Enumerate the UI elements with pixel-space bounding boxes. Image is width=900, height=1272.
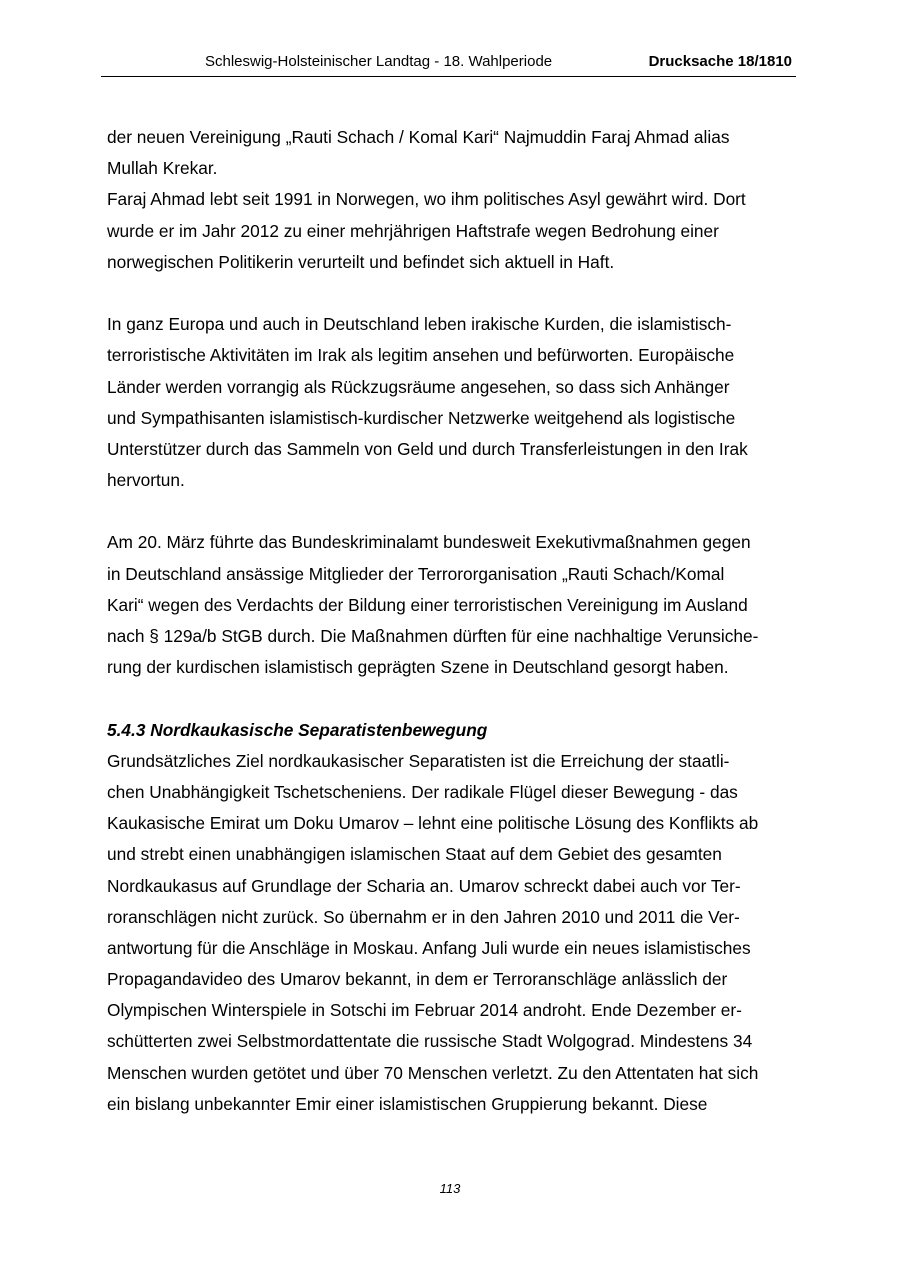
paragraph-4: [107, 746, 797, 1120]
text-line: Propagandavideo des Umarov bekannt, in dem er Terroranschläge anlässlich der: [107, 969, 728, 990]
paragraph-2: [107, 309, 797, 496]
text-line: terroristische Aktivitäten im Irak als legitim ansehen und befürworten. Europäische: [107, 345, 735, 366]
paragraph-spacer: [107, 683, 797, 714]
text-line: Olympischen Winterspiele in Sotschi im Februar 2014 androht. Ende Dezember er-: [107, 1000, 742, 1021]
page-header: [101, 50, 796, 77]
text-line: Kaukasische Emirat um Doku Umarov – lehnt eine politische Lösung des Konflikts ab: [107, 813, 759, 834]
text-line: rung der kurdischen islamistisch geprägten Szene in Deutschland gesorgt haben.: [107, 657, 729, 678]
paragraph-spacer: [107, 278, 797, 309]
section-heading: 5.4.3 Nordkaukasische Separatistenbewegung: [107, 719, 488, 740]
text-line: Mullah Krekar.: [107, 158, 218, 179]
text-line: wurde er im Jahr 2012 zu einer mehrjährigen Haftstrafe wegen Bedrohung einer: [107, 220, 719, 241]
paragraph-3: [107, 527, 797, 683]
text-line: chen Unabhängigkeit Tschetscheniens. Der radikale Flügel dieser Bewegung - das: [107, 781, 738, 802]
text-line: antwortung für die Anschläge in Moskau. Anfang Juli wurde ein neues islamistisches: [107, 937, 751, 958]
text-line: Kari“ wegen des Verdachts der Bildung einer terroristischen Vereinigung im Ausland: [107, 594, 748, 615]
text-line: in Deutschland ansässige Mitglieder der Terrororganisation „Rauti Schach/Komal: [107, 563, 725, 584]
text-line: Am 20. März führte das Bundeskriminalamt bundesweit Exekutivmaßnahmen gegen: [107, 532, 751, 553]
text-line: und Sympathisanten islamistisch-kurdischer Netzwerke weitgehend als logistische: [107, 407, 736, 428]
text-line: nach § 129a/b StGB durch. Die Maßnahmen dürften für eine nachhaltige Verunsiche-: [107, 626, 759, 646]
text-line: und strebt einen unabhängigen islamischen Staat auf dem Gebiet des gesamten: [107, 844, 722, 865]
text-line: Menschen wurden getötet und über 70 Menschen verletzt. Zu den Attentaten hat sich: [107, 1062, 759, 1083]
paragraph-1: [107, 122, 797, 278]
document-body: [107, 122, 797, 1120]
text-line: Unterstützer durch das Sammeln von Geld und durch Transferleistungen in den Irak: [107, 438, 748, 459]
text-line: In ganz Europa und auch in Deutschland leben irakische Kurden, die islamistisch-: [107, 314, 732, 335]
header-title: Schleswig-Holsteinischer Landtag - 18. Wahlperiode: [205, 53, 553, 70]
text-line: ein bislang unbekannter Emir einer islamistischen Gruppierung bekannt. Diese: [107, 1093, 708, 1114]
text-line: Länder werden vorrangig als Rückzugsräume angesehen, so dass sich Anhänger: [107, 376, 730, 397]
text-line: norwegischen Politikerin verurteilt und befindet sich aktuell in Haft.: [107, 251, 615, 272]
text-line: Nordkaukasus auf Grundlage der Scharia an. Umarov schreckt dabei auch vor Ter-: [107, 875, 741, 896]
text-line: Grundsätzliches Ziel nordkaukasischer Separatisten ist die Erreichung der staatli-: [107, 750, 730, 771]
paragraph-spacer: [107, 496, 797, 527]
text-line: der neuen Vereinigung „Rauti Schach / Komal Kari“ Najmuddin Faraj Ahmad alias: [107, 127, 730, 147]
text-line: hervortun.: [107, 470, 185, 491]
text-line: schütterten zwei Selbstmordattentate die russische Stadt Wolgograd. Mindestens 34: [107, 1031, 753, 1052]
text-line: roranschlägen nicht zurück. So übernahm er in den Jahren 2010 und 2011 die Ver-: [107, 906, 740, 927]
page-number: 113: [439, 1181, 461, 1196]
text-line: Faraj Ahmad lebt seit 1991 in Norwegen, wo ihm politisches Asyl gewährt wird. Dort: [107, 189, 746, 210]
document-number: Drucksache 18/1810: [648, 53, 792, 70]
